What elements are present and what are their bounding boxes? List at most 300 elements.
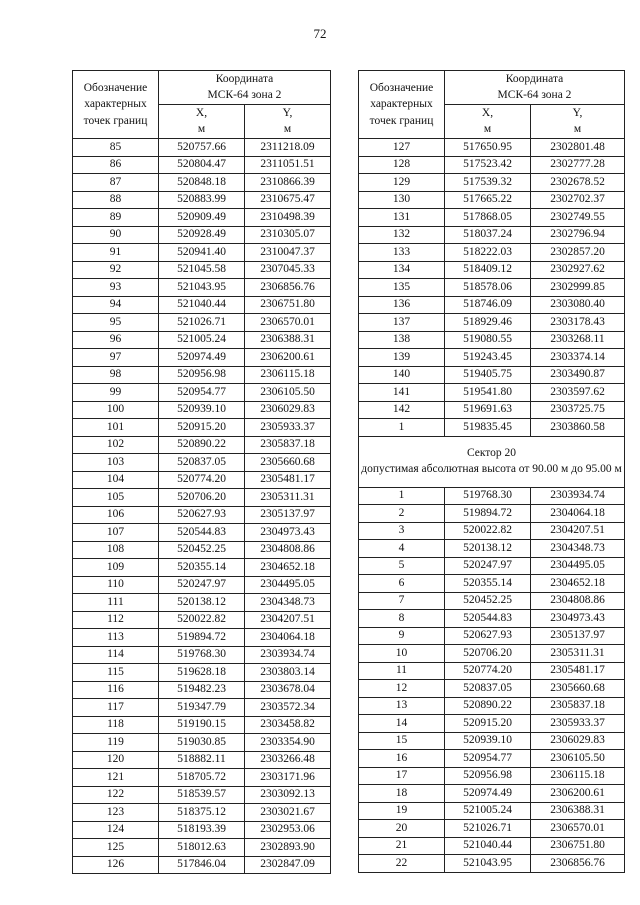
header-point-label: Обозначение характерных точек границ xyxy=(73,71,159,139)
table-row xyxy=(359,156,625,174)
coord-y: 2302678.52 xyxy=(531,174,625,192)
coord-x: 521026.71 xyxy=(445,820,531,838)
coord-y: 2306856.76 xyxy=(531,855,625,873)
coord-y: 2303860.58 xyxy=(531,419,625,437)
coord-y: 2311051.51 xyxy=(245,156,331,174)
header-coordinate-title: Координата xyxy=(215,72,274,85)
table-row xyxy=(359,331,625,349)
table-row xyxy=(73,769,331,787)
coord-x: 518375.12 xyxy=(159,804,245,822)
point-number: 2 xyxy=(359,505,445,523)
coord-y: 2303725.75 xyxy=(531,401,625,419)
coord-x: 521043.95 xyxy=(445,855,531,873)
point-number: 3 xyxy=(359,522,445,540)
coord-y: 2304652.18 xyxy=(245,559,331,577)
point-number: 4 xyxy=(359,540,445,558)
table-row xyxy=(73,524,331,542)
point-number: 107 xyxy=(73,524,159,542)
point-number: 86 xyxy=(73,156,159,174)
coord-y: 2310498.39 xyxy=(245,209,331,227)
table-row xyxy=(359,419,625,437)
coord-x: 520883.99 xyxy=(159,191,245,209)
point-number: 136 xyxy=(359,296,445,314)
point-number: 117 xyxy=(73,699,159,717)
coord-y: 2303597.62 xyxy=(531,384,625,402)
coord-y: 2304064.18 xyxy=(245,629,331,647)
right-table-body-before xyxy=(359,139,625,437)
point-number: 123 xyxy=(73,804,159,822)
point-number: 91 xyxy=(73,244,159,262)
header-y xyxy=(245,105,331,139)
table-row xyxy=(73,821,331,839)
point-number: 93 xyxy=(73,279,159,297)
point-number: 95 xyxy=(73,314,159,332)
coord-x: 520355.14 xyxy=(159,559,245,577)
table-row xyxy=(359,627,625,645)
table-row xyxy=(73,454,331,472)
point-number: 96 xyxy=(73,331,159,349)
coord-x: 520915.20 xyxy=(159,419,245,437)
coord-y: 2302857.20 xyxy=(531,244,625,262)
coord-y: 2303268.11 xyxy=(531,331,625,349)
sector-title: Сектор 20 xyxy=(466,446,517,459)
coord-y: 2302796.94 xyxy=(531,226,625,244)
coord-x: 520848.18 xyxy=(159,174,245,192)
table-row xyxy=(73,664,331,682)
table-row xyxy=(359,279,625,297)
coord-x: 521005.24 xyxy=(159,331,245,349)
table-row xyxy=(73,786,331,804)
coord-x: 520544.83 xyxy=(159,524,245,542)
coord-y: 2305481.17 xyxy=(531,662,625,680)
coord-y: 2304808.86 xyxy=(245,541,331,559)
point-number: 126 xyxy=(73,856,159,874)
point-number: 19 xyxy=(359,802,445,820)
coord-x: 520974.49 xyxy=(445,785,531,803)
table-row xyxy=(359,384,625,402)
coord-y: 2306115.18 xyxy=(531,767,625,785)
table-row xyxy=(359,226,625,244)
coord-y: 2304207.51 xyxy=(245,611,331,629)
coord-y: 2305481.17 xyxy=(245,471,331,489)
coord-y: 2303374.14 xyxy=(531,349,625,367)
point-number: 13 xyxy=(359,697,445,715)
coord-x: 519768.30 xyxy=(159,646,245,664)
coord-y: 2304495.05 xyxy=(531,557,625,575)
table-row xyxy=(359,487,625,505)
table-row xyxy=(359,366,625,384)
coord-y: 2303080.40 xyxy=(531,296,625,314)
table-row xyxy=(359,715,625,733)
point-number: 103 xyxy=(73,454,159,472)
coord-x: 519243.45 xyxy=(445,349,531,367)
table-row xyxy=(73,576,331,594)
coord-y: 2303266.48 xyxy=(245,751,331,769)
header-y-label: Y, xyxy=(572,106,583,119)
table-row xyxy=(73,279,331,297)
table-row xyxy=(73,296,331,314)
coord-x: 520890.22 xyxy=(159,436,245,454)
table-row xyxy=(359,191,625,209)
header-x-label: X, xyxy=(195,106,208,119)
point-number: 122 xyxy=(73,786,159,804)
coord-x: 519894.72 xyxy=(445,505,531,523)
coord-x: 520544.83 xyxy=(445,610,531,628)
coord-y: 2305660.68 xyxy=(245,454,331,472)
coord-y: 2303490.87 xyxy=(531,366,625,384)
point-number: 89 xyxy=(73,209,159,227)
coord-y: 2304973.43 xyxy=(245,524,331,542)
table-row xyxy=(73,611,331,629)
point-number: 85 xyxy=(73,139,159,157)
table-row xyxy=(359,785,625,803)
point-number: 137 xyxy=(359,314,445,332)
table-row xyxy=(359,820,625,838)
coord-x: 519691.63 xyxy=(445,401,531,419)
table-row xyxy=(359,174,625,192)
coord-y: 2305311.31 xyxy=(245,489,331,507)
table-row xyxy=(359,855,625,873)
coord-y: 2304495.05 xyxy=(245,576,331,594)
coord-x: 518193.39 xyxy=(159,821,245,839)
coord-y: 2303934.74 xyxy=(531,487,625,505)
coord-x: 521005.24 xyxy=(445,802,531,820)
coord-y: 2302847.09 xyxy=(245,856,331,874)
coord-y: 2306751.80 xyxy=(245,296,331,314)
table-row xyxy=(359,209,625,227)
coord-y: 2302801.48 xyxy=(531,139,625,157)
sector-cell xyxy=(359,436,625,487)
table-row xyxy=(73,716,331,734)
coord-y: 2305660.68 xyxy=(531,680,625,698)
coord-y: 2302999.85 xyxy=(531,279,625,297)
coord-x: 520022.82 xyxy=(159,611,245,629)
point-number: 7 xyxy=(359,592,445,610)
coord-x: 520954.77 xyxy=(445,750,531,768)
table-row xyxy=(73,629,331,647)
table-row xyxy=(73,594,331,612)
point-number: 17 xyxy=(359,767,445,785)
coord-y: 2302702.37 xyxy=(531,191,625,209)
point-number: 6 xyxy=(359,575,445,593)
coord-x: 520706.20 xyxy=(159,489,245,507)
coord-y: 2305933.37 xyxy=(245,419,331,437)
point-number: 114 xyxy=(73,646,159,664)
coord-y: 2304652.18 xyxy=(531,575,625,593)
coord-x: 519347.79 xyxy=(159,699,245,717)
table-row xyxy=(73,839,331,857)
point-number: 118 xyxy=(73,716,159,734)
point-number: 99 xyxy=(73,384,159,402)
coord-x: 518746.09 xyxy=(445,296,531,314)
page-number: 72 xyxy=(313,26,327,41)
coord-y: 2306388.31 xyxy=(245,331,331,349)
point-number: 109 xyxy=(73,559,159,577)
coord-x: 519190.15 xyxy=(159,716,245,734)
coord-y: 2303678.04 xyxy=(245,681,331,699)
point-number: 140 xyxy=(359,366,445,384)
coord-x: 520138.12 xyxy=(445,540,531,558)
table-row xyxy=(73,226,331,244)
table-row xyxy=(73,244,331,262)
coord-y: 2306751.80 xyxy=(531,837,625,855)
table-row xyxy=(359,401,625,419)
coord-y: 2310047.37 xyxy=(245,244,331,262)
header-point-label: Обозначение характерных точек границ xyxy=(359,71,445,139)
table-row xyxy=(359,296,625,314)
table-row xyxy=(73,734,331,752)
table-row xyxy=(73,331,331,349)
table-row xyxy=(73,559,331,577)
coord-x: 520837.05 xyxy=(159,454,245,472)
coord-y: 2303171.96 xyxy=(245,769,331,787)
coord-y: 2304973.43 xyxy=(531,610,625,628)
point-number: 101 xyxy=(73,419,159,437)
coord-y: 2305837.18 xyxy=(245,436,331,454)
point-number: 115 xyxy=(73,664,159,682)
coord-y: 2302777.28 xyxy=(531,156,625,174)
point-number: 97 xyxy=(73,349,159,367)
coord-y: 2303021.67 xyxy=(245,804,331,822)
coord-x: 520627.93 xyxy=(159,506,245,524)
coord-y: 2303458.82 xyxy=(245,716,331,734)
table-row xyxy=(73,384,331,402)
point-number: 124 xyxy=(73,821,159,839)
point-number: 104 xyxy=(73,471,159,489)
sector-block xyxy=(359,436,625,487)
point-number: 113 xyxy=(73,629,159,647)
coord-y: 2306105.50 xyxy=(531,750,625,768)
coord-x: 521040.44 xyxy=(445,837,531,855)
coord-y: 2306200.61 xyxy=(531,785,625,803)
coord-x: 520954.77 xyxy=(159,384,245,402)
coord-x: 520247.97 xyxy=(445,557,531,575)
coord-y: 2306388.31 xyxy=(531,802,625,820)
coord-y: 2306029.83 xyxy=(245,401,331,419)
coord-x: 520774.20 xyxy=(445,662,531,680)
point-number: 131 xyxy=(359,209,445,227)
coord-y: 2305933.37 xyxy=(531,715,625,733)
header-y-label: Y, xyxy=(282,106,293,119)
coord-y: 2310866.39 xyxy=(245,174,331,192)
table-row xyxy=(73,856,331,874)
coord-y: 2306200.61 xyxy=(245,349,331,367)
header-y xyxy=(531,105,625,139)
point-number: 129 xyxy=(359,174,445,192)
coord-y: 2304808.86 xyxy=(531,592,625,610)
coord-y: 2303178.43 xyxy=(531,314,625,332)
coord-x: 520956.98 xyxy=(159,366,245,384)
coord-x: 519482.23 xyxy=(159,681,245,699)
coord-y: 2305137.97 xyxy=(245,506,331,524)
point-number: 98 xyxy=(73,366,159,384)
coord-x: 520804.47 xyxy=(159,156,245,174)
point-number: 133 xyxy=(359,244,445,262)
table-row xyxy=(359,540,625,558)
coord-y: 2303803.14 xyxy=(245,664,331,682)
coord-x: 520452.25 xyxy=(159,541,245,559)
point-number: 120 xyxy=(73,751,159,769)
header-y-unit: м xyxy=(573,122,582,135)
table-row xyxy=(359,557,625,575)
point-number: 9 xyxy=(359,627,445,645)
coord-x: 517523.42 xyxy=(445,156,531,174)
coord-x: 519628.18 xyxy=(159,664,245,682)
point-number: 130 xyxy=(359,191,445,209)
table-row xyxy=(73,139,331,157)
table-row xyxy=(73,506,331,524)
coord-y: 2303354.90 xyxy=(245,734,331,752)
table-row xyxy=(73,366,331,384)
point-number: 135 xyxy=(359,279,445,297)
coord-x: 517539.32 xyxy=(445,174,531,192)
table-row xyxy=(359,244,625,262)
coord-x: 520909.49 xyxy=(159,209,245,227)
coord-x: 520939.10 xyxy=(159,401,245,419)
point-number: 1 xyxy=(359,487,445,505)
table-row xyxy=(359,522,625,540)
coord-y: 2306570.01 xyxy=(531,820,625,838)
coord-x: 520022.82 xyxy=(445,522,531,540)
coord-y: 2302749.55 xyxy=(531,209,625,227)
point-number: 87 xyxy=(73,174,159,192)
left-table-body xyxy=(73,139,331,874)
coord-y: 2304064.18 xyxy=(531,505,625,523)
table-row xyxy=(73,804,331,822)
coord-x: 520355.14 xyxy=(445,575,531,593)
coord-y: 2306115.18 xyxy=(245,366,331,384)
point-number: 127 xyxy=(359,139,445,157)
coord-x: 520837.05 xyxy=(445,680,531,698)
coord-y: 2306570.01 xyxy=(245,314,331,332)
coord-x: 520138.12 xyxy=(159,594,245,612)
header-y-unit: м xyxy=(283,122,292,135)
sector-description: допустимая абсолютная высота от 90.00 м до 95.00 м xyxy=(361,462,622,475)
point-number: 11 xyxy=(359,662,445,680)
point-number: 20 xyxy=(359,820,445,838)
coord-y: 2303572.34 xyxy=(245,699,331,717)
coord-y: 2303934.74 xyxy=(245,646,331,664)
coord-x: 518012.63 xyxy=(159,839,245,857)
header-x-unit: м xyxy=(197,122,206,135)
coord-y: 2305837.18 xyxy=(531,697,625,715)
coordinates-table-right xyxy=(358,70,625,873)
table-row xyxy=(359,349,625,367)
coord-x: 520452.25 xyxy=(445,592,531,610)
table-row xyxy=(73,349,331,367)
point-number: 12 xyxy=(359,680,445,698)
coord-y: 2306856.76 xyxy=(245,279,331,297)
header-coordinate-system: МСК-64 зона 2 xyxy=(207,88,282,101)
table-row xyxy=(73,471,331,489)
right-table-body-after xyxy=(359,487,625,872)
point-number: 141 xyxy=(359,384,445,402)
coord-x: 517650.95 xyxy=(445,139,531,157)
coord-x: 520890.22 xyxy=(445,697,531,715)
table-row xyxy=(359,314,625,332)
coord-x: 520956.98 xyxy=(445,767,531,785)
coord-x: 520627.93 xyxy=(445,627,531,645)
point-number: 5 xyxy=(359,557,445,575)
coord-x: 520941.40 xyxy=(159,244,245,262)
point-number: 90 xyxy=(73,226,159,244)
coord-y: 2304348.73 xyxy=(245,594,331,612)
point-number: 116 xyxy=(73,681,159,699)
header-coordinate xyxy=(445,71,625,105)
table-row xyxy=(359,750,625,768)
point-number: 138 xyxy=(359,331,445,349)
point-number: 14 xyxy=(359,715,445,733)
table-row xyxy=(359,610,625,628)
sector-row xyxy=(359,436,625,487)
table-row xyxy=(73,314,331,332)
point-number: 16 xyxy=(359,750,445,768)
point-number: 139 xyxy=(359,349,445,367)
coordinates-table-left xyxy=(72,70,331,874)
point-number: 8 xyxy=(359,610,445,628)
table-row xyxy=(359,802,625,820)
coord-y: 2310305.07 xyxy=(245,226,331,244)
header-x xyxy=(159,105,245,139)
coord-x: 519894.72 xyxy=(159,629,245,647)
coord-x: 519030.85 xyxy=(159,734,245,752)
table-row xyxy=(359,592,625,610)
point-number: 102 xyxy=(73,436,159,454)
coord-x: 518037.24 xyxy=(445,226,531,244)
table-row xyxy=(73,174,331,192)
coord-x: 521026.71 xyxy=(159,314,245,332)
point-number: 111 xyxy=(73,594,159,612)
point-number: 100 xyxy=(73,401,159,419)
table-row xyxy=(73,401,331,419)
table-row xyxy=(73,156,331,174)
table-row xyxy=(359,505,625,523)
point-number: 128 xyxy=(359,156,445,174)
coord-x: 519405.75 xyxy=(445,366,531,384)
coord-y: 2306029.83 xyxy=(531,732,625,750)
coord-x: 518578.06 xyxy=(445,279,531,297)
point-number: 10 xyxy=(359,645,445,663)
point-number: 119 xyxy=(73,734,159,752)
table-row xyxy=(73,489,331,507)
coord-x: 520706.20 xyxy=(445,645,531,663)
header-x-label: X, xyxy=(481,106,494,119)
point-number: 106 xyxy=(73,506,159,524)
point-number: 21 xyxy=(359,837,445,855)
table-row xyxy=(73,751,331,769)
table-row xyxy=(73,681,331,699)
point-number: 142 xyxy=(359,401,445,419)
header-x xyxy=(445,105,531,139)
coord-x: 518222.03 xyxy=(445,244,531,262)
table-row xyxy=(359,767,625,785)
coord-y: 2304207.51 xyxy=(531,522,625,540)
table-row xyxy=(73,699,331,717)
coord-x: 519080.55 xyxy=(445,331,531,349)
coord-y: 2302953.06 xyxy=(245,821,331,839)
coord-x: 518705.72 xyxy=(159,769,245,787)
coord-x: 520939.10 xyxy=(445,732,531,750)
table-row xyxy=(73,436,331,454)
table-row xyxy=(73,261,331,279)
coord-y: 2302893.90 xyxy=(245,839,331,857)
coord-x: 520774.20 xyxy=(159,471,245,489)
point-number: 18 xyxy=(359,785,445,803)
table-row xyxy=(359,139,625,157)
coord-y: 2302927.62 xyxy=(531,261,625,279)
header-coordinate-title: Координата xyxy=(505,72,564,85)
coord-y: 2305137.97 xyxy=(531,627,625,645)
